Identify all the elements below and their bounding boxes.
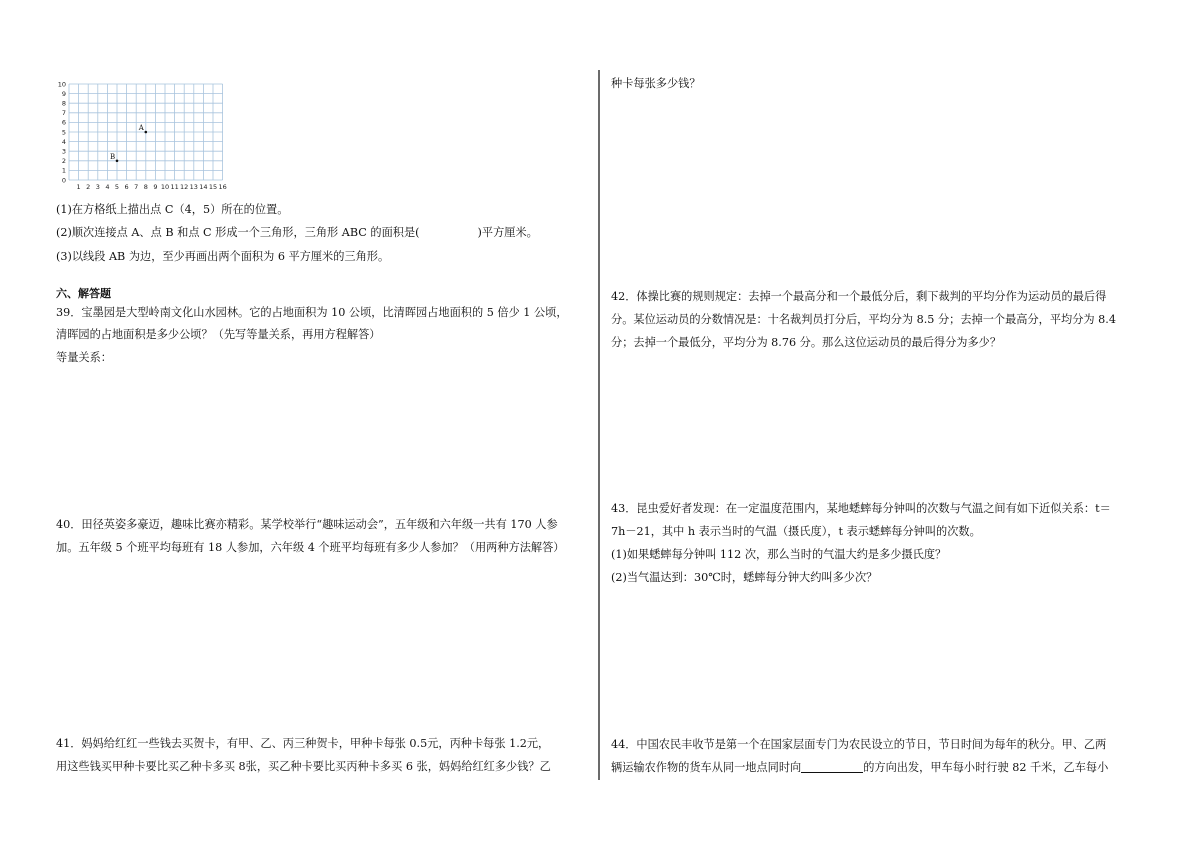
y-tick-label: 0 <box>61 176 66 185</box>
y-tick-label: 5 <box>61 128 66 137</box>
grid-point-b <box>116 160 119 163</box>
y-tick-label: 9 <box>61 89 66 98</box>
q43-part1: (1)如果蟋蟀每分钟叫 112 次，那么当时的气温大约是多少摄氏度？ <box>611 548 947 561</box>
x-tick-label: 16 <box>218 183 227 191</box>
x-tick-label: 10 <box>160 183 170 191</box>
q38-part3: (3)以线段 AB 为边，至少再画出两个面积为 6 平方厘米的三角形。 <box>56 250 390 263</box>
q38-part2 <box>56 226 538 240</box>
y-tick-label: 1 <box>61 166 66 175</box>
point-label-a: A <box>138 124 144 132</box>
grid-point-a <box>145 131 148 134</box>
x-tick-label: 9 <box>153 183 158 191</box>
q43-line2: 7h－21，其中 h 表示当时的气温（摄氏度），t 表示蟋蟀每分钟叫的次数。 <box>611 525 981 538</box>
y-tick-label: 6 <box>61 118 66 127</box>
x-tick-label: 4 <box>105 183 110 191</box>
q41-line3: 种卡每张多少钱？ <box>611 77 701 90</box>
q38-part2-prefix: (2)顺次连接点 A、点 B 和点 C 形成一个三角形，三角形 ABC 的面积是( <box>56 226 420 239</box>
x-tick-label: 13 <box>189 183 198 191</box>
x-tick-label: 11 <box>170 183 179 191</box>
q41-line1: 41．妈妈给红红一些钱去买贺卡，有甲、乙、丙三种贺卡，甲种卡每张 0.5元，丙种卡每张 1.2元， <box>56 737 550 750</box>
section-heading: 六、解答题 <box>56 287 111 300</box>
y-tick-label: 3 <box>61 147 66 156</box>
q44-line2-suffix: 的方向出发，甲车每小时行驶 82 千米，乙车每小 <box>863 761 1109 774</box>
q39-line1: 39．宝墨园是大型岭南文化山水园林。它的占地面积为 10 公顷，比清晖园占地面积的 5 倍少 1 公顷， <box>56 306 568 319</box>
q44-line1: 44．中国农民丰收节是第一个在国家层面专门为农民设立的节日，节日时间为每年的秋分。甲、乙两 <box>611 738 1107 751</box>
y-tick-label: 4 <box>61 137 66 146</box>
q44-line2 <box>611 761 1108 775</box>
q42-line3: 分；去掉一个最低分，平均分为 8.76 分。那么这位运动员的最后得分为多少？ <box>611 336 1002 349</box>
q42-line1: 42．体操比赛的规则规定：去掉一个最高分和一个最低分后，剩下裁判的平均分作为运动员的最后得 <box>611 290 1107 303</box>
x-tick-label: 12 <box>180 183 189 191</box>
q44-line2-prefix: 辆运输农作物的货车从同一地点同时向 <box>611 761 802 774</box>
x-tick-label: 15 <box>208 183 218 191</box>
y-tick-label: 10 <box>57 80 66 89</box>
x-tick-label: 5 <box>114 183 120 191</box>
point-label-b: B <box>110 152 116 161</box>
y-tick-label: 2 <box>61 157 66 166</box>
x-tick-label: 14 <box>199 183 208 191</box>
x-tick-label: 3 <box>95 183 100 191</box>
q40-line1: 40．田径英姿多豪迈，趣味比赛亦精彩。某学校举行“趣味运动会”，五年级和六年级一共有 170 人参 <box>56 518 558 531</box>
q43-part2: (2)当气温达到：30℃时，蟋蟀每分钟大约叫多少次？ <box>611 571 878 584</box>
q43-line1: 43．昆虫爱好者发现：在一定温度范围内，某地蟋蟀每分钟叫的次数与气温之间有如下近似关系：t＝ <box>611 502 1111 515</box>
q39-line3: 等量关系： <box>56 351 112 364</box>
y-tick-label: 8 <box>61 99 66 108</box>
coordinate-grid <box>52 76 242 192</box>
q39-line2: 清晖园的占地面积是多少公顷？（先写等量关系，再用方程解答） <box>56 328 381 341</box>
x-tick-label: 6 <box>124 183 129 191</box>
q38-part1: (1)在方格纸上描出点 C（4，5）所在的位置。 <box>56 203 289 216</box>
answer-blank[interactable] <box>801 761 863 773</box>
q42-line2: 分。某位运动员的分数情况是：十名裁判员打分后，平均分为 8.5 分；去掉一个最高分，平均分为 8.4 <box>611 313 1116 326</box>
x-tick-label: 7 <box>134 183 139 191</box>
y-tick-label: 7 <box>61 109 66 118</box>
x-tick-label: 1 <box>76 183 81 191</box>
x-tick-label: 8 <box>143 183 148 191</box>
q38-part2-suffix: )平方厘米。 <box>477 226 538 239</box>
q40-line2: 加。五年级 5 个班平均每班有 18 人参加，六年级 4 个班平均每班有多少人参加？（用两种方法解答） <box>56 541 565 554</box>
q41-line2: 用这些钱买甲种卡要比买乙种卡多买 8张，买乙种卡要比买丙种卡多买 6 张，妈妈给红红多少钱？乙 <box>56 760 551 773</box>
column-divider <box>598 70 600 780</box>
x-tick-label: 2 <box>86 183 91 191</box>
